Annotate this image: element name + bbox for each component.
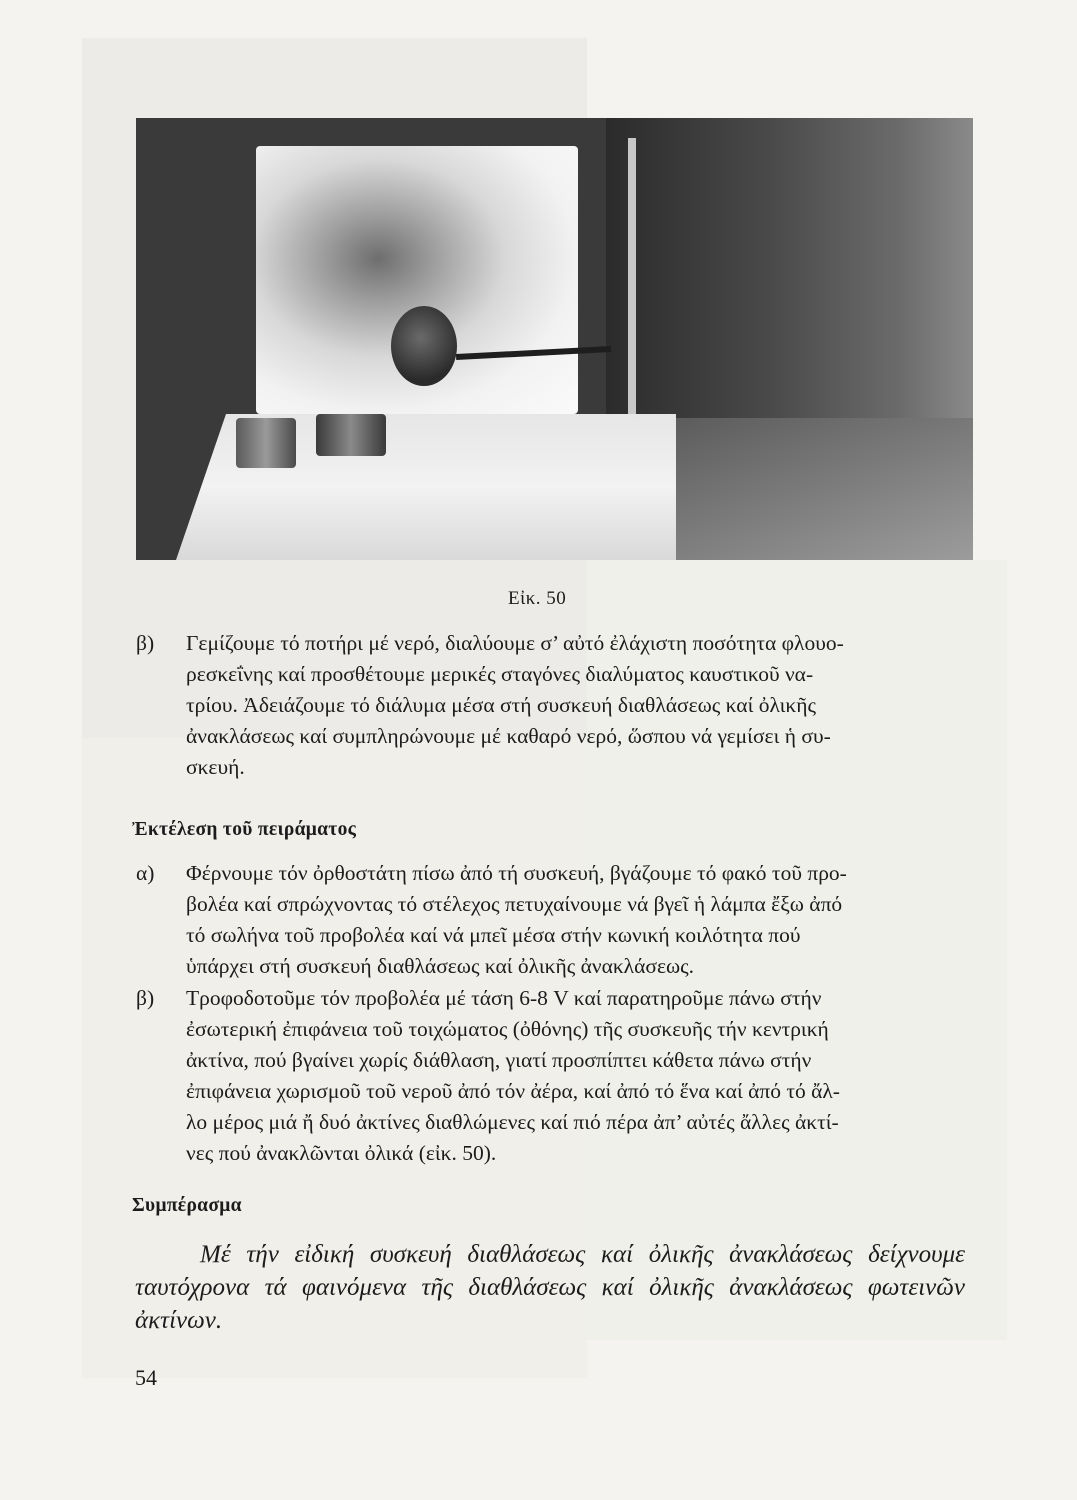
photo-lens bbox=[391, 306, 457, 386]
text-line: βολέα καί σπρώχνοντας τό στέλεχος πετυχαίνουμε νά βγεῖ ἡ λάμπα ἔξω ἀπό bbox=[186, 892, 843, 916]
text-line: νες πού ἀνακλῶνται ὀλικά (εἰκ. 50). bbox=[186, 1141, 497, 1165]
text-line: σκευή. bbox=[186, 755, 245, 779]
photo-shadow bbox=[676, 418, 973, 560]
list-marker: β) bbox=[136, 986, 155, 1010]
text-line: ἐπιφάνεια χωρισμοῦ τοῦ νεροῦ ἀπό τόν ἀέρα, καί ἀπό τό ἕνα καί ἀπό τό ἄλ- bbox=[186, 1079, 840, 1103]
text-line: ἀκτίνα, πού βγαίνει χωρίς διάθλαση, γιατί προσπίπτει κάθετα πάνω στήν bbox=[186, 1048, 812, 1072]
photo-jar-right bbox=[316, 414, 386, 456]
paragraph-alpha bbox=[136, 858, 964, 982]
figure-photograph bbox=[136, 118, 973, 560]
text-line: Γεμίζουμε τό ποτήρι μέ νερό, διαλύουμε σ’ αὐτό ἐλάχιστη ποσότητα φλουο- bbox=[186, 631, 844, 655]
section-heading-execution: Ἐκτέλεση τοῦ πειράματος bbox=[132, 819, 357, 840]
section-heading-conclusion: Συμπέρασμα bbox=[132, 1195, 242, 1216]
text-line: Τροφοδοτοῦμε τόν προβολέα μέ τάση 6-8 V καί παρατηροῦμε πάνω στήν bbox=[186, 986, 822, 1010]
conclusion-text: Μέ τήν εἰδική συσκευή διαθλάσεως καί ὀλικῆς ἀνακλάσεως δείχνουμε ταυτόχρονα τά φαινόμενα τῆς διαθλάσεως καί ὀλικῆς ἀνακλάσεως φωτεινῶν ἀκτίνων. bbox=[135, 1241, 965, 1334]
text-line: ὑπάρχει στή συσκευή διαθλάσεως καί ὀλικῆς ἀνακλάσεως. bbox=[186, 954, 695, 978]
paragraph-beta-fill bbox=[136, 628, 964, 783]
text-line: τρίου. Ἀδειάζουμε τό διάλυμα μέσα στή συσκευή διαθλάσεως καί ὀλικῆς bbox=[186, 693, 817, 717]
text-line: Φέρνουμε τόν ὀρθοστάτη πίσω ἀπό τή συσκευή, βγάζουμε τό φακό τοῦ προ- bbox=[186, 861, 847, 885]
text-line: ρεσκεΐνης καί προσθέτουμε μερικές σταγόνες διαλύματος καυστικοῦ να- bbox=[186, 662, 814, 686]
list-marker: α) bbox=[136, 861, 155, 885]
list-marker: β) bbox=[136, 631, 155, 655]
text-line: τό σωλήνα τοῦ προβολέα καί νά μπεῖ μέσα στήν κωνική κοιλότητα πού bbox=[186, 923, 801, 947]
text-line: λο μέρος μιά ἤ δυό ἀκτίνες διαθλώμενες καί πιό πέρα ἀπ’ αὐτές ἄλλες ἀκτί- bbox=[186, 1110, 839, 1134]
figure-caption: Εἰκ. 50 bbox=[508, 588, 567, 609]
page-number: 54 bbox=[135, 1365, 157, 1390]
text-line: ἀνακλάσεως καί συμπληρώνουμε μέ καθαρό νερό, ὥσπου νά γεμίσει ἡ συ- bbox=[186, 724, 831, 748]
photo-jar-left bbox=[236, 418, 296, 468]
text-line: ἐσωτερική ἐπιφάνεια τοῦ τοιχώματος (ὀθόνης) τῆς συσκευῆς τήν κεντρική bbox=[186, 1017, 829, 1041]
paragraph-beta-power bbox=[136, 983, 964, 1169]
